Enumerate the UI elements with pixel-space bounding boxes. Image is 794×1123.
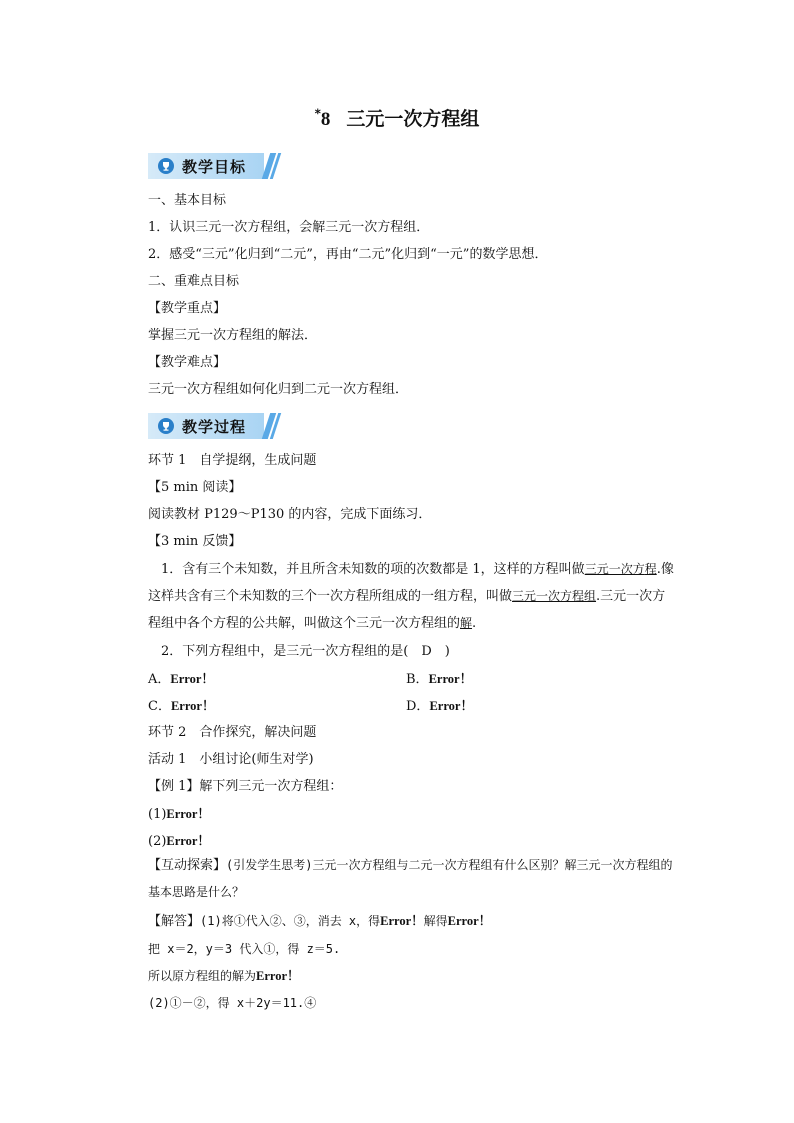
question-2: 2．下列方程组中，是三元一次方程组的是( D ) <box>161 644 450 659</box>
answer-line-1: 【解答】(1)将①代入②、③，消去 x，得Error！解得Error！ <box>148 914 492 929</box>
section-banner-process <box>148 413 276 439</box>
option-d: D．Error！ <box>406 699 473 714</box>
title-number: 8 <box>320 109 331 130</box>
goal-1: 1．认识三元一次方程组，会解三元一次方程组． <box>148 220 430 235</box>
section-title-goals: 教学目标 <box>182 158 247 176</box>
option-b: B．Error！ <box>406 672 473 687</box>
section-banner-goals <box>148 153 276 179</box>
section-title-process: 教学过程 <box>182 418 247 436</box>
focus-tag: 【教学重点】 <box>148 301 227 316</box>
trophy-icon <box>158 158 174 174</box>
interactive-explore: 【互动探索】(引发学生思考)三元一次方程组与二元一次方程组有什么区别？解三元一次方程组的基本思路是什么？ <box>148 858 673 899</box>
read-tag: 【5 min 阅读】 <box>148 480 242 495</box>
page-title <box>0 104 794 131</box>
question-1: 1．含有三个未知数，并且所含未知数的项的次数都是 1，这样的方程叫做三元一次方程.像这样共含有三个未知数的三个一次方程所组成的一组方程，叫做三元一次方程组.三元一次方程组中各个方程的公共解，叫做这个三元一次方程组的解. <box>148 562 674 631</box>
answer-line-3: 所以原方程组的解为Error！ <box>148 969 300 983</box>
example-part-1: (1)Error！ <box>148 807 210 822</box>
answer-line-2: 把 x＝2，y＝3 代入①，得 z＝5. <box>148 942 341 956</box>
trophy-icon <box>158 418 174 434</box>
step-2: 环节 2 合作探究，解决问题 <box>148 725 317 740</box>
key-goals-heading: 二、重难点目标 <box>148 274 240 289</box>
title-star: * <box>314 106 321 121</box>
difficulty-text: 三元一次方程组如何化归到二元一次方程组． <box>148 382 409 397</box>
goal-2: 2．感受“三元”化归到“二元”，再由“二元”化归到“一元”的数学思想． <box>148 247 548 262</box>
answer-blank-2: 三元一次方程组 <box>512 589 597 603</box>
activity-1: 活动 1 小组讨论(师生对学) <box>148 752 314 767</box>
example-part-2: (2)Error！ <box>148 834 210 849</box>
step-1: 环节 1 自学提纲，生成问题 <box>148 453 317 468</box>
basic-goals-heading: 一、基本目标 <box>148 193 227 208</box>
answer-line-4: (2)①－②，得 x＋2y＝11.④ <box>148 996 317 1010</box>
option-c: C．Error！ <box>148 699 215 714</box>
feedback-tag: 【3 min 反馈】 <box>148 534 242 549</box>
title-text: 三元一次方程组 <box>346 108 480 130</box>
answer-blank-3: 解 <box>460 616 473 630</box>
option-a: A．Error！ <box>148 672 214 687</box>
example-1: 【例 1】解下列三元一次方程组： <box>148 779 343 794</box>
focus-text: 掌握三元一次方程组的解法． <box>148 328 318 343</box>
answer-blank-1: 三元一次方 <box>584 562 645 576</box>
difficulty-tag: 【教学难点】 <box>148 355 227 370</box>
read-text: 阅读教材 P129～P130 的内容，完成下面练习． <box>148 507 432 522</box>
